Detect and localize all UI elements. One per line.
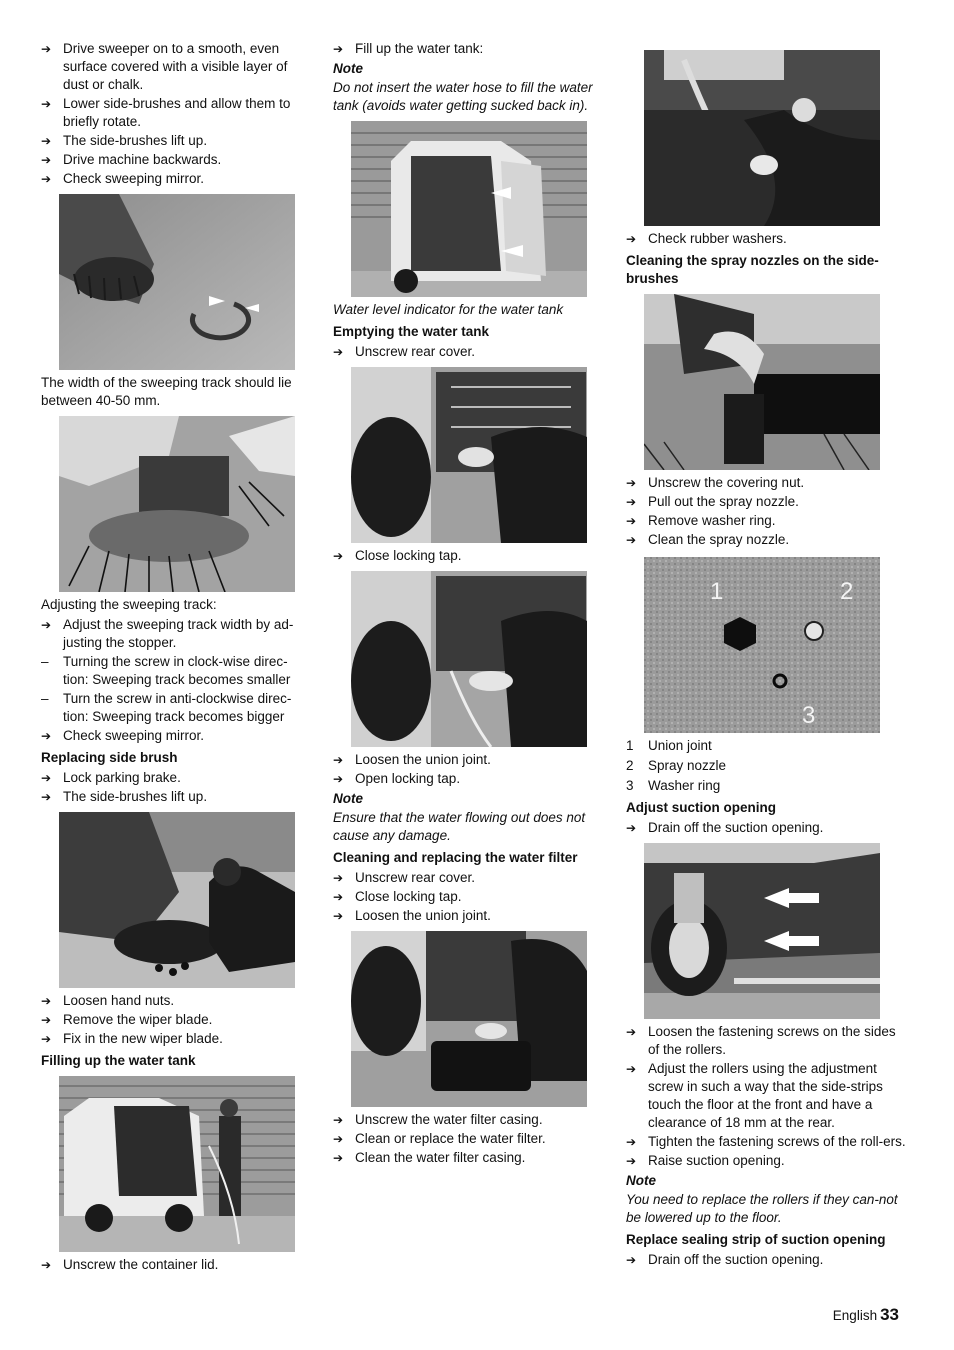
arrow-right-icon: ➔: [626, 1062, 637, 1076]
photo-suction-rollers: [644, 843, 880, 1019]
arrow-right-icon: ➔: [626, 1025, 637, 1039]
arrow-right-icon: ➔: [41, 618, 52, 632]
arrow-right-icon: ➔: [41, 994, 52, 1008]
arrow-right-icon: ➔: [333, 549, 344, 563]
step-item: [333, 907, 609, 925]
step-text: Adjust the rollers using the adjustment screw in such a way that the side-strips touch the floor at the front and have a clearance of 18 mm at the rear.: [648, 1061, 883, 1130]
photo-sweeping-mirror: [59, 194, 295, 370]
step-list: [41, 1256, 313, 1274]
photo-rear-cover: [351, 367, 587, 543]
step-text: Unscrew the covering nut.: [648, 475, 805, 490]
parts-legend-text: Washer ring: [648, 778, 721, 793]
arrow-right-icon: ➔: [626, 476, 637, 490]
arrow-right-icon: ➔: [626, 514, 637, 528]
arrow-right-icon: ➔: [333, 890, 344, 904]
arrow-right-icon: ➔: [626, 495, 637, 509]
photo-adjust-stopper-image: [59, 416, 295, 592]
column-3: [626, 50, 906, 1270]
step-item: [626, 531, 906, 549]
step-text: Loosen hand nuts.: [63, 993, 175, 1008]
photo-suction-rollers-image: [644, 843, 880, 1019]
caption-water-level-indicator: Water level indicator for the water tank: [333, 302, 564, 317]
arrow-right-icon: ➔: [41, 172, 52, 186]
step-text: Fix in the new wiper blade.: [63, 1031, 223, 1046]
step-text: Clean the spray nozzle.: [648, 532, 790, 547]
part-label-1: 1: [710, 578, 724, 605]
note-text: You need to replace the rollers if they can-not be lowered up to the floor.: [626, 1192, 898, 1225]
arrow-right-icon: ➔: [41, 1032, 52, 1046]
parts-legend-item: [626, 737, 906, 755]
photo-adjust-stopper: [59, 416, 295, 592]
arrow-right-icon: ➔: [41, 771, 52, 785]
step-list: [333, 547, 609, 565]
step-text: Remove washer ring.: [648, 513, 776, 528]
photo-nozzle-parts-image: [644, 557, 880, 733]
step-list: [626, 230, 906, 248]
step-text: Check sweeping mirror.: [63, 171, 205, 186]
photo-locking-tap: [351, 571, 587, 747]
step-list: [626, 819, 906, 837]
step-list: [626, 1251, 906, 1269]
step-list: [626, 1023, 906, 1170]
step-text: Unscrew rear cover.: [355, 870, 476, 885]
step-item: [333, 40, 609, 58]
dash-marker: –: [41, 654, 49, 669]
step-text: Loosen the fastening screws on the sides of the rollers.: [648, 1024, 896, 1057]
photo-rubber-washers-image: [644, 50, 880, 226]
step-text: Drive machine backwards.: [63, 152, 222, 167]
photo-sweeping-mirror-image: [59, 194, 295, 370]
photo-spray-nozzle-image: [644, 294, 880, 470]
arrow-right-icon: ➔: [333, 753, 344, 767]
step-text: Drain off the suction opening.: [648, 1252, 824, 1267]
step-item: [333, 770, 609, 788]
arrow-right-icon: ➔: [41, 134, 52, 148]
step-item: [41, 1256, 313, 1274]
heading-sealing-strip: Replace sealing strip of suction opening: [626, 1232, 886, 1247]
step-text: Pull out the spray nozzle.: [648, 494, 799, 509]
step-list: [41, 40, 313, 188]
arrow-right-icon: ➔: [333, 1151, 344, 1165]
step-item: [41, 95, 313, 131]
photo-filling-tank: [59, 1076, 295, 1252]
arrow-right-icon: ➔: [41, 97, 52, 111]
step-text: Close locking tap.: [355, 548, 462, 563]
arrow-right-icon: ➔: [333, 42, 344, 56]
step-item: [626, 1251, 906, 1269]
step-text: Check rubber washers.: [648, 231, 787, 246]
step-text: Loosen the union joint.: [355, 908, 491, 923]
step-item: [333, 1130, 609, 1148]
step-text: Close locking tap.: [355, 889, 462, 904]
heading-water-filter: Cleaning and replacing the water filter: [333, 850, 578, 865]
photo-replace-brush: [59, 812, 295, 988]
step-item: [333, 547, 609, 565]
step-item: [333, 1149, 609, 1167]
step-list: [333, 1111, 609, 1167]
arrow-right-icon: ➔: [626, 1154, 637, 1168]
note-heading: Note: [333, 61, 363, 76]
photo-rubber-washers: [644, 50, 880, 226]
step-item: [41, 992, 313, 1010]
step-text: The side-brushes lift up.: [63, 133, 208, 148]
step-item: [626, 1023, 906, 1059]
step-text: Lock parking brake.: [63, 770, 181, 785]
heading-emptying-water-tank: Emptying the water tank: [333, 324, 490, 339]
page-number: 33: [880, 1305, 899, 1324]
note-text: Ensure that the water flowing out does not cause any damage.: [333, 810, 586, 843]
step-item: [626, 474, 906, 492]
arrow-right-icon: ➔: [333, 1132, 344, 1146]
step-item: [626, 512, 906, 530]
parts-legend-text: Union joint: [648, 738, 712, 753]
footer-language: English: [832, 1308, 878, 1323]
heading-filling-water-tank: Filling up the water tank: [41, 1053, 196, 1068]
step-list: [41, 992, 313, 1048]
step-text: Tighten the fastening screws of the roll-ers.: [648, 1134, 906, 1149]
arrow-right-icon: ➔: [41, 1258, 52, 1272]
step-text: Unscrew the container lid.: [63, 1257, 219, 1272]
step-text: Raise suction opening.: [648, 1153, 785, 1168]
arrow-right-icon: ➔: [626, 533, 637, 547]
step-item: [41, 616, 313, 652]
arrow-right-icon: ➔: [333, 1113, 344, 1127]
photo-water-filter: [351, 931, 587, 1107]
arrow-right-icon: ➔: [626, 821, 637, 835]
step-text: Drive sweeper on to a smooth, even surface covered with a visible layer of dust or chalk.: [63, 41, 288, 92]
photo-water-level-indicator-image: [351, 121, 587, 297]
step-text: Unscrew the water filter casing.: [355, 1112, 543, 1127]
photo-replace-brush-image: [59, 812, 295, 988]
step-item: [41, 170, 313, 188]
step-item: [333, 869, 609, 887]
step-item: [333, 343, 609, 361]
arrow-right-icon: ➔: [41, 42, 52, 56]
step-text: Remove the wiper blade.: [63, 1012, 213, 1027]
parts-legend-item: [626, 757, 906, 775]
heading-adjust-suction: Adjust suction opening: [626, 800, 776, 815]
step-item: [626, 1152, 906, 1170]
step-text: Unscrew rear cover.: [355, 344, 476, 359]
step-item: [333, 751, 609, 769]
dash-marker: –: [41, 691, 49, 706]
step-text: Clean the water filter casing.: [355, 1150, 526, 1165]
step-item: [41, 132, 313, 150]
step-item: [626, 493, 906, 511]
step-item: [41, 690, 313, 726]
step-text: Check sweeping mirror.: [63, 728, 205, 743]
step-item: [333, 1111, 609, 1129]
column-1: [41, 40, 313, 1275]
photo-water-level-indicator: [351, 121, 587, 297]
photo-filling-tank-image: [59, 1076, 295, 1252]
step-text: The side-brushes lift up.: [63, 789, 208, 804]
arrow-right-icon: ➔: [333, 909, 344, 923]
arrow-right-icon: ➔: [333, 345, 344, 359]
arrow-right-icon: ➔: [333, 871, 344, 885]
adjust-step-list: [41, 616, 313, 745]
step-item: [41, 653, 313, 689]
step-list: [333, 869, 609, 925]
arrow-right-icon: ➔: [626, 232, 637, 246]
step-text: Open locking tap.: [355, 771, 461, 786]
arrow-right-icon: ➔: [41, 790, 52, 804]
step-item: [333, 888, 609, 906]
photo-spray-nozzle: [644, 294, 880, 470]
step-item: [41, 769, 313, 787]
part-label-2: 2: [840, 578, 854, 605]
step-list: [626, 474, 906, 549]
arrow-right-icon: ➔: [41, 1013, 52, 1027]
note-heading: Note: [626, 1173, 656, 1188]
step-text: Drain off the suction opening.: [648, 820, 824, 835]
step-list: [41, 769, 313, 806]
photo-rear-cover-image: [351, 367, 587, 543]
photo-water-filter-image: [351, 931, 587, 1107]
arrow-right-icon: ➔: [626, 1135, 637, 1149]
step-item: [626, 1133, 906, 1151]
step-list: [333, 751, 609, 788]
step-item: [41, 1011, 313, 1029]
paragraph-adjusting-track: Adjusting the sweeping track:: [41, 597, 217, 612]
column-2: [333, 40, 609, 1168]
parts-legend-number: 3: [626, 778, 634, 793]
note-text: Do not insert the water hose to fill the water tank (avoids water getting sucked back in).: [333, 80, 593, 113]
step-text: Turn the screw in anti-clockwise direc-tion: Sweeping track becomes bigger: [63, 691, 292, 724]
step-item: [626, 230, 906, 248]
step-item: [41, 727, 313, 745]
part-label-3: 3: [802, 702, 816, 729]
step-list: [333, 343, 609, 361]
step-item: [41, 788, 313, 806]
step-text: Turning the screw in clock-wise direc-tion: Sweeping track becomes smaller: [63, 654, 291, 687]
step-item: [41, 1030, 313, 1048]
step-text: Adjust the sweeping track width by ad-justing the stopper.: [63, 617, 294, 650]
paragraph-sweeping-width: The width of the sweeping track should lie between 40-50 mm.: [41, 375, 292, 408]
arrow-right-icon: ➔: [626, 1253, 637, 1267]
page-footer: [833, 1306, 899, 1325]
step-text: Lower side-brushes and allow them to briefly rotate.: [63, 96, 291, 129]
parts-legend-number: 2: [626, 758, 634, 773]
arrow-right-icon: ➔: [333, 772, 344, 786]
parts-legend-number: 1: [626, 738, 634, 753]
parts-legend-item: [626, 777, 906, 795]
photo-locking-tap-image: [351, 571, 587, 747]
step-item: [41, 40, 313, 94]
heading-replacing-side-brush: Replacing side brush: [41, 750, 178, 765]
photo-nozzle-parts: [644, 557, 880, 733]
step-item: [626, 1060, 906, 1132]
note-heading: Note: [333, 791, 363, 806]
heading-spray-nozzles: Cleaning the spray nozzles on the side-brushes: [626, 253, 879, 286]
parts-legend: [626, 737, 906, 795]
step-text: Fill up the water tank:: [355, 41, 484, 56]
step-text: Clean or replace the water filter.: [355, 1131, 546, 1146]
step-item: [41, 151, 313, 169]
step-item: [626, 819, 906, 837]
arrow-right-icon: ➔: [41, 729, 52, 743]
arrow-right-icon: ➔: [41, 153, 52, 167]
step-text: Loosen the union joint.: [355, 752, 491, 767]
parts-legend-text: Spray nozzle: [648, 758, 727, 773]
